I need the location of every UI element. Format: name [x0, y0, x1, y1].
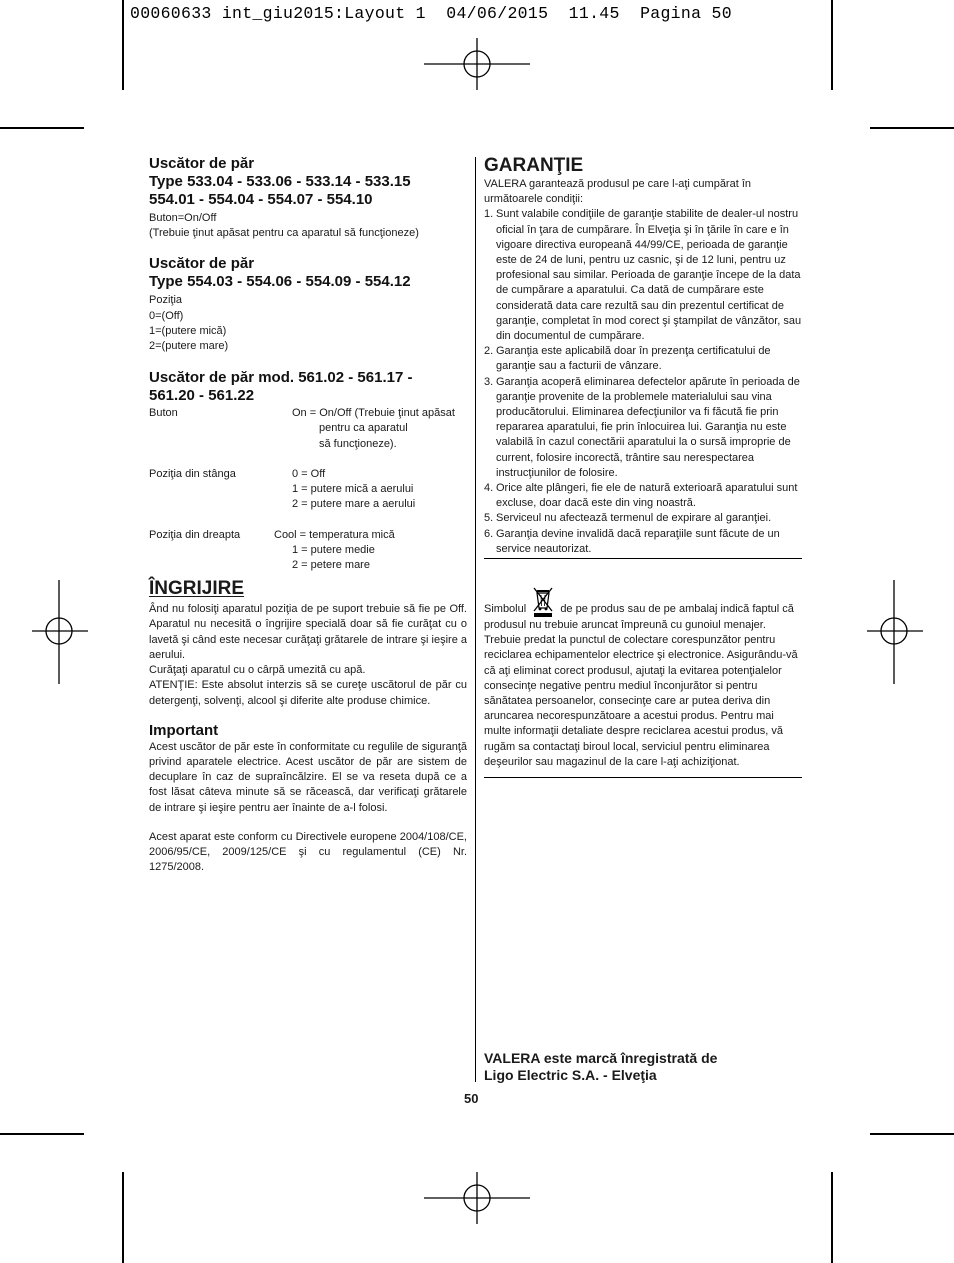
crop-mark	[870, 127, 954, 129]
important-heading: Important	[149, 721, 219, 739]
trademark-footer: VALERA este marcă înregistrată de Ligo Electric S.A. - Elveţia	[484, 1050, 718, 1083]
divider-rule	[484, 558, 802, 559]
list-item: 2. Garanţia este aplicabilă doar în prezenţa certificatului de garanţie sau a facturii de vânzare.	[484, 345, 771, 373]
list-item: 1. Sunt valabile condiţiile de garanţie stabilite de dealer-ul nostru oficial în ţara de cumpărare. În Elveţia şi în ţările în care e în vigoare directiva europeană 44/99/CE, perioada de garanţie este de 24 de luni, pentru uz casnic, şi de 12 luni, pentru uz profesional sau similar. Perioada de garanţie începe de la data de cumpărare a aparatului. Ca dată de cumpărare este considerată data care rezultă sau din prezentul certificat de garanţie, completat în mod corect şi ştampilat de vânzător, sau din documentul de cumpărare.	[484, 208, 802, 343]
ingrijire-heading: ÎNGRIJIRE	[149, 578, 245, 600]
garantie-list	[484, 207, 802, 557]
crop-mark	[870, 1133, 954, 1135]
garantie-heading: GARANŢIE	[484, 155, 584, 176]
mod-561-settings-table: Buton On = On/Off (Trebuie ţinut apăsat pentru ca aparatul să funcţioneze). Poziţia din stânga 0 = Off 1 = putere mică a aerului 2 = putere mare a aerului Poziţia din dreapta Cool = temperatura mică 1 = putere medie 2 = petere mare	[149, 407, 455, 572]
crop-mark	[122, 1172, 124, 1263]
print-slug-header: 00060633 int_giu2015:Layout 1 04/06/2015 11.45 Pagina 50	[130, 4, 732, 23]
registration-mark-icon	[424, 38, 530, 90]
crossed-out-bin-icon	[531, 586, 555, 618]
section-body-type-533: Buton=On/Off (Trebuie ţinut apăsat pentru ca aparatul să funcţioneze)	[149, 212, 419, 240]
registration-mark-icon	[867, 580, 923, 684]
column-divider	[475, 157, 476, 1082]
section-body-type-554: Poziţia 0=(Off) 1=(putere mică) 2=(putere mare)	[149, 294, 229, 353]
setting-label: Poziţia din stânga	[149, 467, 236, 480]
registration-mark-icon	[32, 580, 88, 684]
left-column	[149, 155, 467, 875]
crop-mark	[0, 127, 84, 129]
list-item: 5. Serviceul nu afectează termenul de expirare al garanţiei.	[484, 512, 772, 525]
crop-mark	[122, 0, 124, 90]
garantie-intro: VALERA garantează produsul pe care l-aţi cumpărat în următoarele condiţii:	[484, 178, 752, 206]
weee-notice: Simbolul de pe produs sau de pe ambalaj indică faptul că produsul nu trebuie aruncat împreună cu gunoiul menajer. Trebuie predat la punctul de colectare corespunzător pentru reciclarea echipamentelor electrice şi electronice. Asigurându-vă că aţi eliminat corect produsul, ajutaţi la evitarea potenţialelor consecinţe negative pentru mediul înconjurător si pentru sănătatea persoanelor, consecinţe care ar putea deriva din aruncarea necorespunzătoare a acestui produs. Pentru mai multe informaţii detaliate despre reciclarea acestui produs, vă rugăm sa contactaţi biroul local, serviciul pentru eliminarea deşeurilor sau magazinul de la care l-aţi achiziţionat.	[484, 586, 802, 770]
section-title-type-554: Uscător de păr Type 554.03 - 554.06 - 554.09 - 554.12	[149, 255, 411, 291]
list-item: 4. Orice alte plângeri, fie ele de natură exterioară aparatului sunt excluse, doar dacă este din ving noastră.	[484, 482, 798, 510]
ingrijire-body: Ând nu folosiţi aparatul poziţia de pe suport trebuie să fie pe Off. Aparatul nu necesită o îngrijire specială doar să fie curăţat cu o lavetă şi când este necesar curăţaţi grătarele de intrare şi ieşire a aerului. Curăţaţi aparatul cu o cârpă umezită cu apă. ATENŢIE: Este absolut interzis să se cureţe uscătorul de păr cu detergenţi, solvenţi, alcool şi diferite alte produse chimice.	[149, 603, 467, 707]
right-column	[484, 155, 802, 557]
setting-label: Buton	[149, 407, 178, 420]
divider-rule	[484, 777, 802, 778]
crop-mark	[831, 1172, 833, 1263]
page-number: 50	[464, 1091, 479, 1106]
crop-mark	[0, 1133, 84, 1135]
list-item: 6. Garanţia devine invalidă dacă reparaţiile sunt făcute de un service neautorizat.	[484, 527, 780, 555]
important-body: Acest uscător de păr este în conformitate cu regulile de siguranţă privind aparatele electrice. Acest uscător de păr are sistem de decuplare în caz de supraîncălzire. El se va reseta după ce a fost lăsat câteva minute să se răcească, dar verificaţi grătarele de intrare şi ieşire pentru aer înainte de a-l folosi. Acest aparat este conform cu Directivele europene 2004/108/CE, 2006/95/CE, 2009/125/CE şi cu regulamentul (CE) Nr. 1275/2008.	[149, 740, 467, 874]
section-title-type-533: Uscător de păr Type 533.04 - 533.06 - 533.14 - 533.15 554.01 - 554.04 - 554.07 - 554.10	[149, 155, 411, 208]
registration-mark-icon	[424, 1172, 530, 1224]
list-item: 3. Garanţia acoperă eliminarea defectelor apărute în perioada de garanţie provenite de la problemele materialului sau vina producătorului. Eliminarea defecţiunilor va fi făcută fie prin repararea aparatului, fie prin înlocuirea lui. Garanţia nu este valabilă în cazul conectării aparatului la o sursă improprie de current, folosire incorectă, trântire sau nerespectarea instrucţiunilor de folosire.	[484, 375, 800, 479]
setting-label: Poziţia din dreapta	[149, 528, 241, 541]
section-title-mod-561: Uscător de păr mod. 561.02 - 561.17 - 561.20 - 561.22	[149, 369, 413, 405]
crop-mark	[831, 0, 833, 90]
